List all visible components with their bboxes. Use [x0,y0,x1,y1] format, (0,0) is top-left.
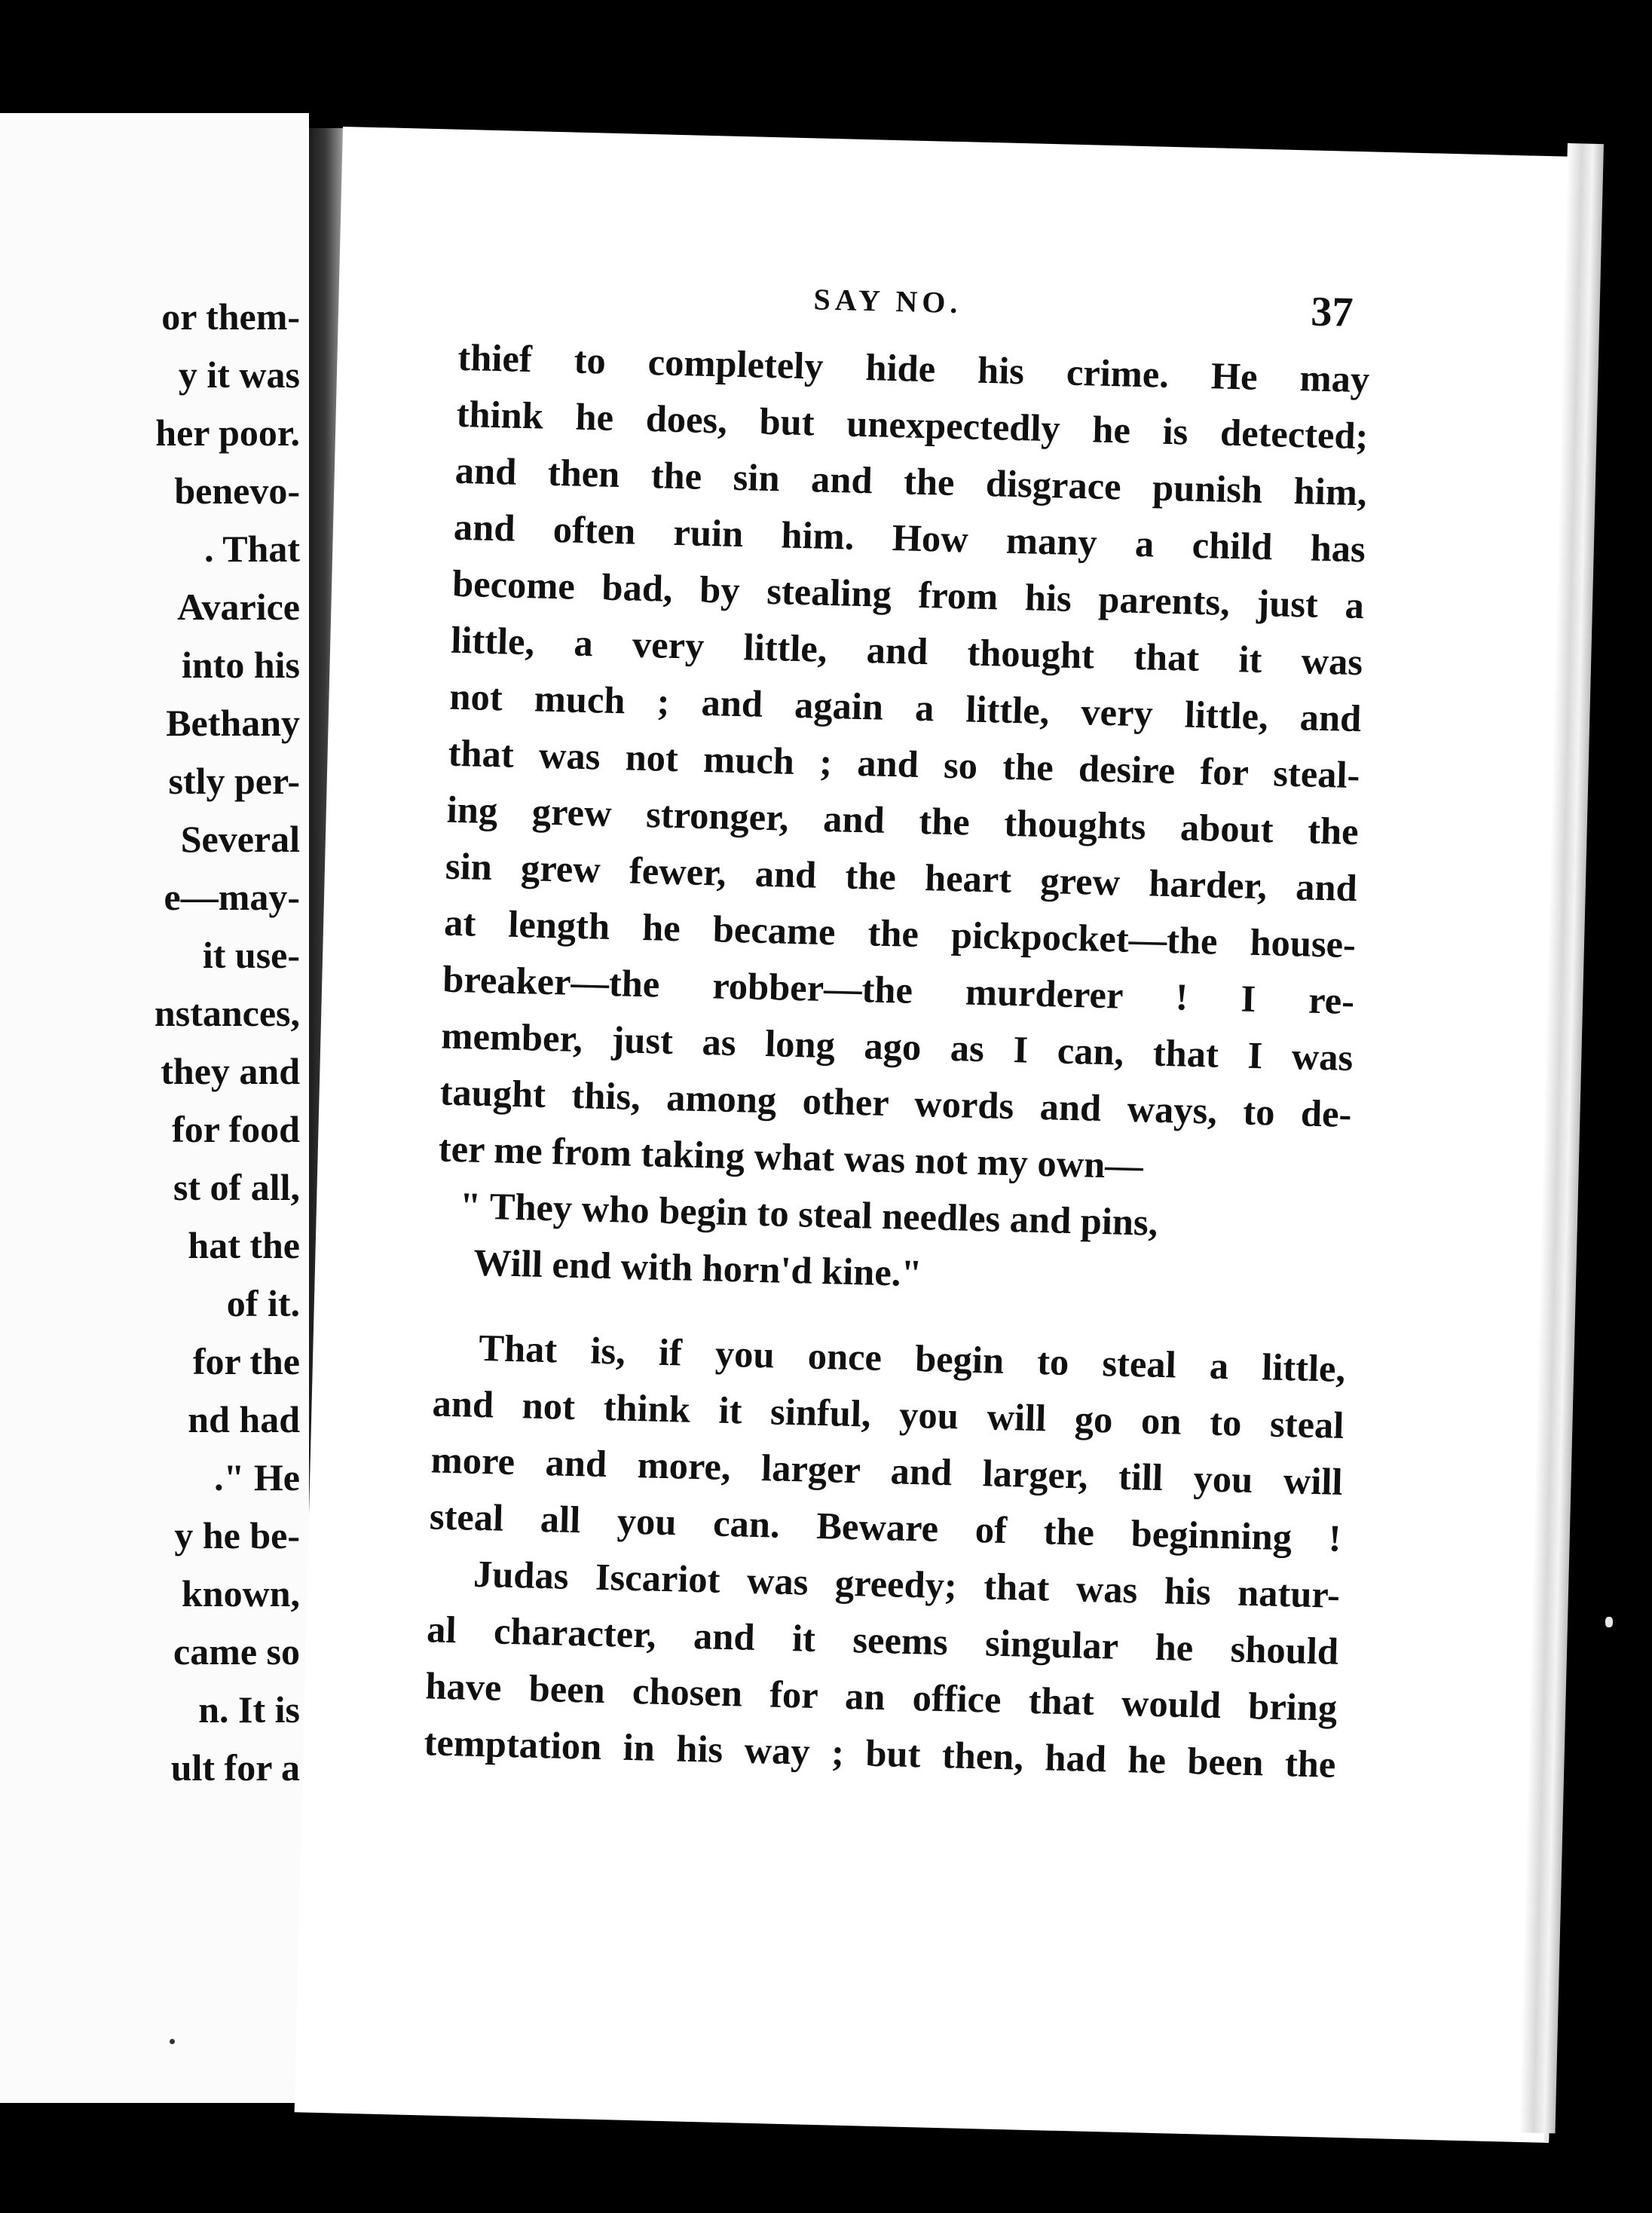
left-line: nd had [188,1398,300,1440]
left-line: . That [204,528,300,570]
ink-speck [170,2039,175,2044]
text-line: thief to completely hide his crime. He may [457,335,1370,401]
left-line: of it. [226,1282,300,1324]
left-line: Bethany [166,702,300,744]
text-line: Judas Iscariot was greedy; that was his natur- [473,1552,1341,1616]
left-line: they and [161,1050,300,1092]
text-line: become bad, by stealing from his parents, just a [451,562,1365,627]
text-line: think he does, but unexpectedly he is detected; [456,392,1369,458]
left-line: known, [181,1572,300,1615]
left-page [0,113,309,2103]
running-head: SAY NO. [813,282,962,320]
text-line: not much ; and again a little, very little, and [448,675,1362,740]
text-line: ing grew stronger, and the thoughts about the [446,788,1360,853]
left-line: y it was [178,354,300,396]
text-line: taught this, among other words and ways, to de- [439,1070,1353,1136]
left-line: Several [180,818,300,860]
right-page [295,127,1598,2143]
text-line: al character, and it seems singular he should [426,1608,1339,1673]
left-line: n. It is [198,1688,300,1731]
text-line: ter me from taking what was not my own— [438,1127,1144,1187]
left-line: y he be- [174,1514,300,1556]
left-line: Avarice [177,586,300,628]
text-line: temptation in his way ; but then, had he been the [423,1721,1336,1786]
text-line: member, just as long ago as I can, that I was [440,1014,1354,1079]
left-line: for food [172,1108,300,1150]
left-line: her poor. [155,412,300,454]
left-line: e—may- [164,876,300,918]
text-line: and then the sin and the disgrace punish him, [454,448,1368,514]
left-line: ult for a [170,1746,300,1789]
left-line: for the [192,1340,300,1382]
left-line: ." He [214,1456,300,1498]
page-number: 37 [1310,288,1354,336]
text-line: sin grew fewer, and the heart grew harder, and [445,844,1358,910]
left-line: benevo- [174,470,300,512]
left-line: hat the [188,1224,300,1266]
text-line: more and more, larger and larger, till you will [430,1438,1344,1503]
text-line: little, a very little, and thought that it was [450,618,1363,684]
text-line: That is, if you once begin to steal a little, [478,1326,1346,1390]
left-line: nstances, [154,992,300,1034]
verse-line: Will end with horn'd kine." [473,1241,923,1295]
text-line: and not think it sinful, you will go on to steal [431,1382,1345,1446]
left-line: came so [173,1630,300,1673]
text-line: that was not much ; and so the desire for steal- [448,731,1361,797]
left-line: or them- [161,295,300,338]
dust-speck [1605,1617,1613,1627]
left-line: stly per- [168,760,300,802]
text-line: steal all you can. Beware of the beginning ! [429,1495,1342,1560]
text-line: breaker—the robber—the murderer ! I re- [442,957,1355,1023]
text-line: at length he became the pickpocket—the house- [443,901,1357,966]
text-line: have been chosen for an office that would bring [424,1664,1338,1729]
left-line: into his [181,644,300,686]
left-line: it use- [202,934,300,976]
text-line: and often ruin him. How many a child has [453,505,1366,571]
verse-line: " They who begin to steal needles and pins, [459,1184,1158,1244]
left-line: st of all, [173,1166,300,1208]
body-text [424,329,1370,1793]
